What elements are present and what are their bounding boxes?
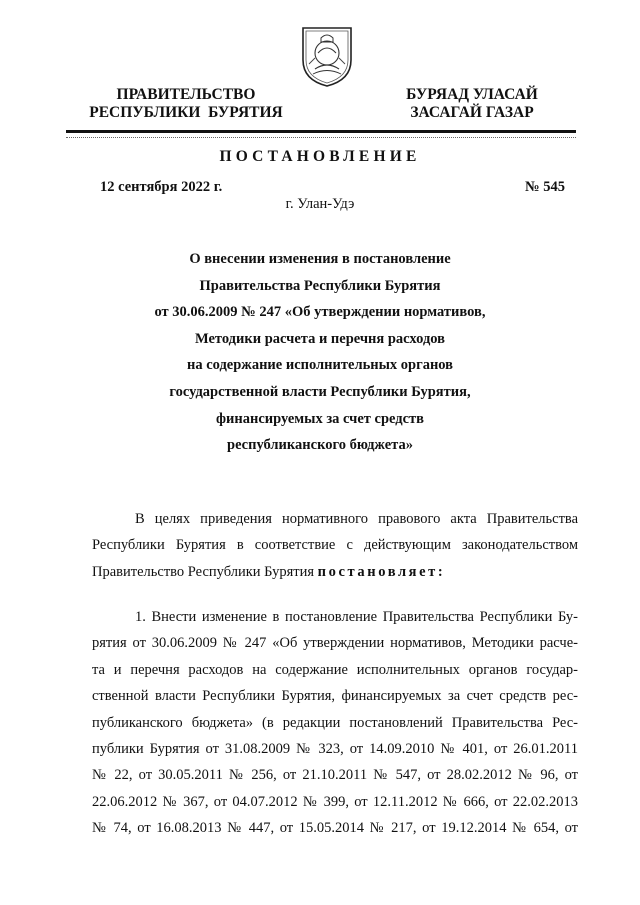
item-line: 22.06.2012 № 367, от 04.07.2012 № 399, от 12.11.2012 № 666, от 22.02.2013	[92, 793, 578, 810]
government-name-buryat	[378, 86, 566, 122]
title-line: Правительства Республики Бурятия	[199, 277, 441, 294]
item-line: № 22, от 30.05.2011 № 256, от 21.10.2011 № 547, от 28.02.2012 № 96, от	[92, 767, 578, 784]
header-dotted-divider	[66, 137, 576, 138]
preamble-line: Правительство Республики Бурятия	[92, 563, 315, 580]
title-line: Методики расчета и перечня расходов	[194, 330, 446, 347]
item-line: рятия от 30.06.2009 № 247 «Об утверждении нормативов, Методики расче-	[92, 635, 578, 652]
header-right-line2: ЗАСАГАЙ ГАЗАР	[410, 104, 534, 121]
document-date: 12 сентября 2022 г.	[100, 179, 223, 195]
preamble-line-final	[92, 559, 578, 585]
item-line: публиканского бюджета» (в редакции постановлений Правительства Рес-	[92, 714, 578, 731]
coat-of-arms-emblem	[297, 22, 357, 88]
resolves-word: постановляет:	[317, 563, 446, 580]
government-name-russian	[70, 86, 302, 122]
document-city: г. Улан-Удэ	[285, 196, 355, 212]
item-line: та и перечня расходов на содержание исполнительных органов государ-	[92, 661, 578, 678]
item-1-paragraph	[92, 604, 578, 842]
title-line: от 30.06.2009 № 247 «Об утверждении нормативов,	[154, 304, 486, 321]
preamble-line: Республики Бурятия в соответствие с действующим законодательством	[92, 537, 578, 554]
title-line: финансируемых за счет средств	[216, 410, 424, 427]
preamble-line: В целях приведения нормативного правового акта Правительства	[135, 511, 578, 527]
item-line: № 74, от 16.08.2013 № 447, от 15.05.2014 № 217, от 19.12.2014 № 654, от	[92, 820, 578, 837]
item-line: 1. Внести изменение в постановление Правительства Республики Бу-	[135, 609, 578, 625]
item-line: публики Бурятия от 31.08.2009 № 323, от 14.09.2010 № 401, от 26.01.2011	[92, 740, 578, 757]
header-left-line1: ПРАВИТЕЛЬСТВО	[116, 86, 256, 103]
document-type: ПОСТАНОВЛЕНИЕ	[219, 148, 421, 165]
header-divider	[66, 130, 576, 133]
preamble-paragraph	[92, 506, 578, 585]
title-line: республиканского бюджета»	[227, 437, 413, 454]
header-right-line1: БУРЯАД УЛАСАЙ	[406, 86, 538, 103]
document-title	[100, 246, 540, 459]
title-line: государственной власти Республики Бурятия,	[169, 383, 471, 400]
header-left-line2: РЕСПУБЛИКИ БУРЯТИЯ	[89, 104, 283, 121]
title-line: на содержание исполнительных органов	[186, 357, 454, 374]
document-number: № 545	[525, 179, 565, 195]
item-line: ственной власти Республики Бурятия, финансируемых за счет средств рес-	[92, 688, 578, 705]
title-line: О внесении изменения в постановление	[189, 251, 451, 267]
